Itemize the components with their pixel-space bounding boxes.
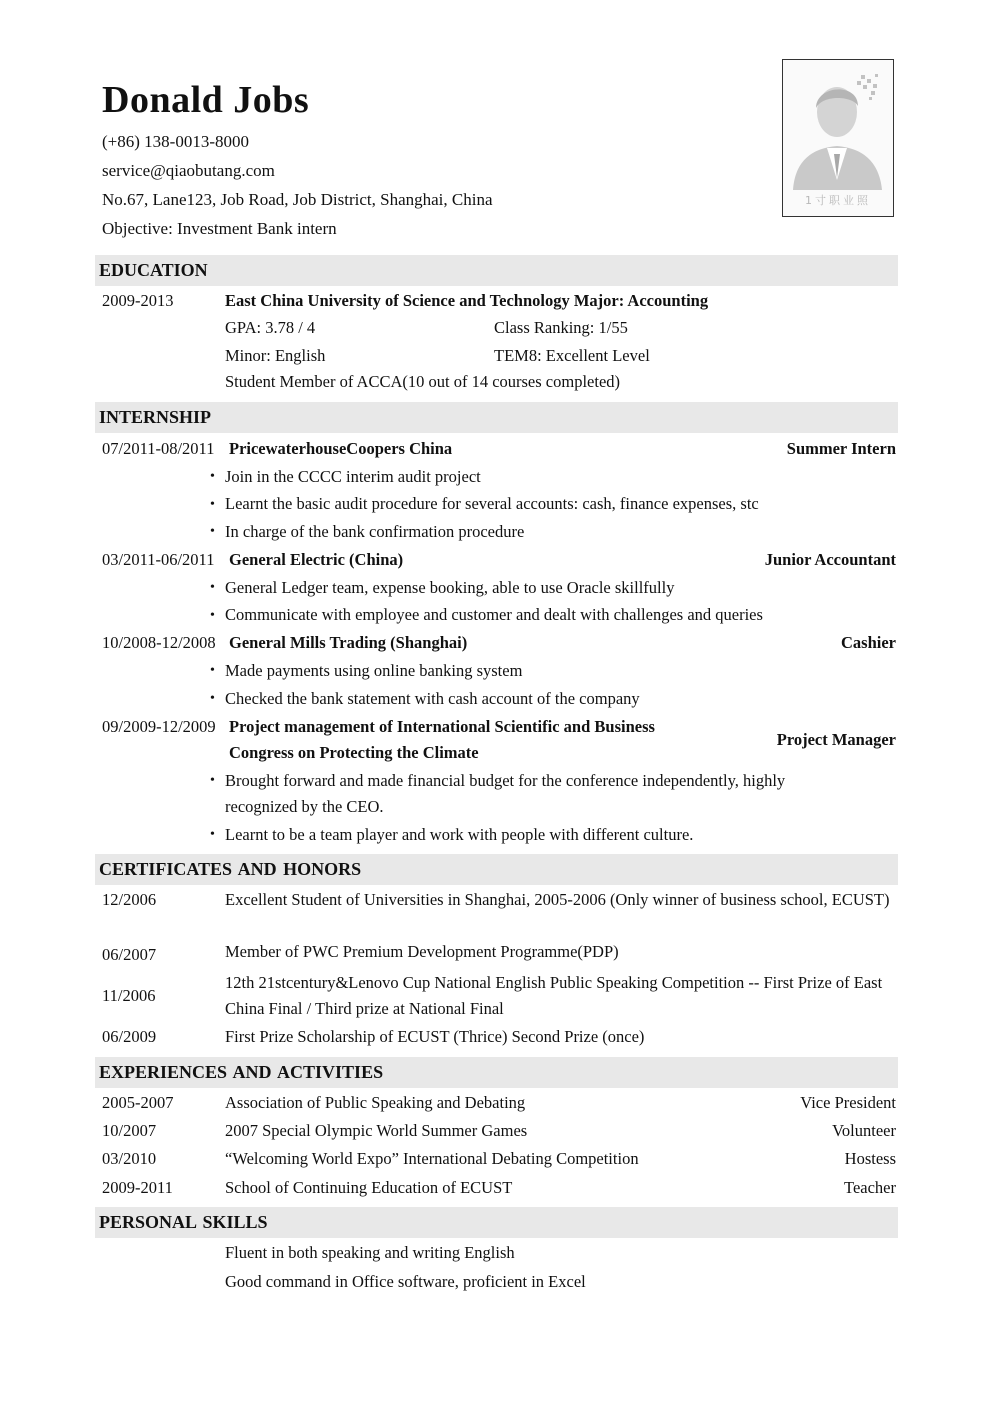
bullet-dot: • <box>210 773 215 788</box>
activity-date: 2005-2007 <box>102 1093 174 1112</box>
activity-date: 2009-2011 <box>102 1178 173 1197</box>
job-date: 07/2011-08/2011 <box>102 439 215 458</box>
job-company: General Mills Trading (Shanghai) <box>229 633 468 652</box>
job-company-continued: Congress on Protecting the Climate <box>229 743 479 762</box>
job-date: 10/2008-12/2008 <box>102 633 216 652</box>
job-bullet: Brought forward and made financial budget for the conference independently, highly recognized by the CEO. <box>225 771 786 816</box>
education-date: 2009-2013 <box>102 291 174 310</box>
bullet-dot: • <box>210 691 215 706</box>
certificate-date: 06/2007 <box>102 945 157 964</box>
education-heading: EDUCATION <box>95 255 898 286</box>
experiences-heading: EXPERIENCES AND ACTIVITIES <box>95 1057 898 1088</box>
job-company: Project management of International Scientific and Business <box>229 717 655 736</box>
job-bullet: Learnt to be a team player and work with people with different culture. <box>225 825 694 844</box>
bullet-dot: • <box>210 827 215 842</box>
career-objective: Objective: Investment Bank intern <box>102 219 337 238</box>
job-role: Cashier <box>841 633 896 652</box>
certificate-text: Member of PWC Premium Development Programme(PDP) <box>225 942 619 961</box>
email-address: service@qiaobutang.com <box>102 161 275 180</box>
internship-heading: INTERNSHIP <box>95 402 898 433</box>
bullet-dot: • <box>210 608 215 623</box>
skills-heading: PERSONAL SKILLS <box>95 1207 898 1238</box>
bullet-dot: • <box>210 497 215 512</box>
certificate-date: 11/2006 <box>102 986 156 1005</box>
education-minor: Minor: English <box>225 346 326 365</box>
certificate-text: 12th 21stcentury&Lenovo Cup National English Public Speaking Competition -- First Prize of East China Final / Third prize at National Final <box>225 973 883 1018</box>
activity-name: 2007 Special Olympic World Summer Games <box>225 1121 528 1140</box>
activity-role: Volunteer <box>832 1121 896 1140</box>
photo-caption: 1寸职业照 <box>805 194 871 207</box>
bullet-dot: • <box>210 469 215 484</box>
activity-name: School of Continuing Education of ECUST <box>225 1178 513 1197</box>
job-bullet: Made payments using online banking system <box>225 661 523 680</box>
certificate-text: Excellent Student of Universities in Shanghai, 2005-2006 (Only winner of business school, ECUST) <box>225 890 890 909</box>
education-gpa: GPA: 3.78 / 4 <box>225 318 316 337</box>
candidate-name: Donald Jobs <box>102 79 310 121</box>
job-bullet: In charge of the bank confirmation procedure <box>225 522 525 541</box>
certificates-heading: CERTIFICATES AND HONORS <box>95 854 898 885</box>
phone-number: (+86) 138-0013-8000 <box>102 132 249 151</box>
activity-role: Vice President <box>800 1093 896 1112</box>
job-role: Summer Intern <box>786 439 896 458</box>
education-acca: Student Member of ACCA(10 out of 14 courses completed) <box>225 372 621 391</box>
job-date: 03/2011-06/2011 <box>102 550 215 569</box>
activity-name: “Welcoming World Expo” International Debating Competition <box>225 1149 639 1168</box>
job-bullet: Join in the CCCC interim audit project <box>225 467 481 486</box>
job-company: PricewaterhouseCoopers China <box>229 439 453 458</box>
skill-item: Good command in Office software, proficient in Excel <box>225 1272 586 1291</box>
job-role: Project Manager <box>776 730 896 749</box>
job-bullet: General Ledger team, expense booking, able to use Oracle skillfully <box>225 578 675 597</box>
profile-photo <box>782 59 894 217</box>
activity-name: Association of Public Speaking and Debating <box>225 1093 526 1112</box>
job-date: 09/2009-12/2009 <box>102 717 216 736</box>
certificate-date: 12/2006 <box>102 890 157 909</box>
job-bullet: Learnt the basic audit procedure for several accounts: cash, finance expenses, stc <box>225 494 759 513</box>
activity-date: 03/2010 <box>102 1149 157 1168</box>
job-role: Junior Accountant <box>764 550 896 569</box>
certificate-text: First Prize Scholarship of ECUST (Thrice) Second Prize (once) <box>225 1027 645 1046</box>
activity-role: Teacher <box>844 1178 896 1197</box>
job-company: General Electric (China) <box>229 550 404 569</box>
job-bullet: Checked the bank statement with cash account of the company <box>225 689 640 708</box>
education-ranking: Class Ranking: 1/55 <box>494 318 628 337</box>
education-tem8: TEM8: Excellent Level <box>494 346 650 365</box>
bullet-dot: • <box>210 580 215 595</box>
activity-date: 10/2007 <box>102 1121 157 1140</box>
bullet-dot: • <box>210 524 215 539</box>
education-school: East China University of Science and Technology Major: Accounting <box>225 291 709 310</box>
job-bullet: Communicate with employee and customer and dealt with challenges and queries <box>225 605 763 624</box>
activity-role: Hostess <box>844 1149 896 1168</box>
postal-address: No.67, Lane123, Job Road, Job District, Shanghai, China <box>102 190 493 209</box>
skill-item: Fluent in both speaking and writing English <box>225 1243 515 1262</box>
bullet-dot: • <box>210 663 215 678</box>
certificate-date: 06/2009 <box>102 1027 157 1046</box>
